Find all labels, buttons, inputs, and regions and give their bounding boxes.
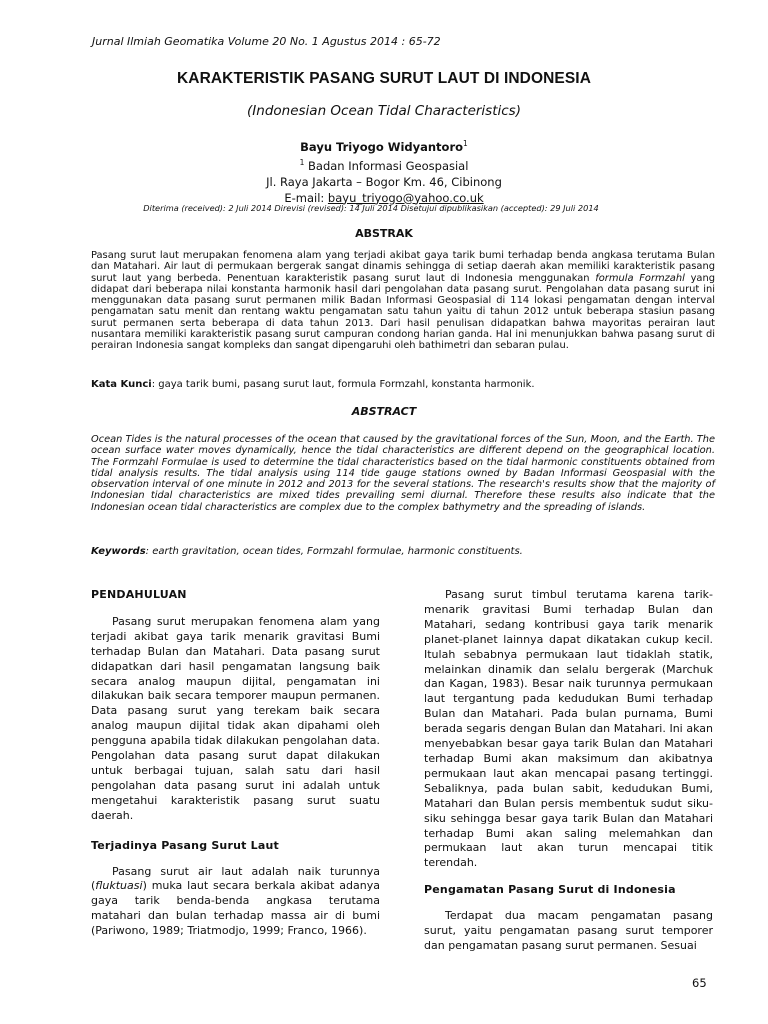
- abstrak-text-italic: formula Formzahl: [595, 272, 685, 284]
- journal-header: Jurnal Ilmiah Geomatika Volume 20 No. 1 Agustus 2014 : 65-72: [92, 35, 441, 48]
- paragraph-pengamatan: Terdapat dua macam pengamatan pasang surut, yaitu pengamatan pasang surut temporer dan pengamatan pasang surut permanen. Sesuai: [424, 909, 713, 952]
- author-superscript: 1: [463, 139, 468, 148]
- author-line: [0, 136, 768, 155]
- abstract-text: Ocean Tides is the natural processes of the ocean that caused by the gravitational forces of the Sun, Moon, and the Earth. The ocean surface water moves dynamically, hence the tidal characteristics are different depend on the geographical location. The Formzahl Formulae is used to determine the tidal characteristics based on the tidal harmonic constituents obtained from tidal analysis results. The tidal analysis using 114 tide gauge stations owned by Badan Informasi Geospasial with the observation interval of one minute in 2012 and 2013 for the several stations. The research's results show that the majority of Indonesian tidal characteristics are mixed tides prevailing semi diurnal. Therefore these results also indicate that the Indonesian ocean tidal characteristics are complex due to the complex bathymetry and the spreading of islands.: [91, 434, 715, 513]
- paragraph-pasang-surut-timbul: Pasang surut timbul terutama karena tarik-menarik gravitasi Bumi terhadap Bulan dan Matahari, sedang kontribusi gaya tarik menarik planet-planet lainnya dapat dikatakan cukup kecil. Itulah sebabnya permukaan laut tidaklah statik, melainkan dinamik dan selalu bergerak (Marchuk dan Kagan, 1983). Besar naik turunnya permukaan laut tergantung pada kedudukan Bumi terhadap Bulan dan Matahari. Pada bulan purnama, Bumi berada segaris dengan Bulan dan Matahari. Ini akan menyebabkan besar gaya tarik Bulan dan Matahari terhadap Bumi akan maksimum dan akibatnya permukaan laut akan mencapai pasang tertinggi. Sebaliknya, pada bulan sabit, kedudukan Bumi, Matahari dan Bulan persis membentuk sudut siku-siku sehingga besar gaya tarik Bulan dan Matahari terhadap Bumi akan saling melemahkan dan permukaan laut akan turun mencapai titik terendah.: [424, 588, 713, 870]
- paper-title: KARAKTERISTIK PASANG SURUT LAUT DI INDONESIA: [176, 70, 591, 87]
- email-label: E-mail:: [284, 190, 328, 205]
- abstract-heading: ABSTRACT: [351, 405, 417, 418]
- heading-pengamatan: Pengamatan Pasang Surut di Indonesia: [424, 883, 676, 897]
- paragraph-terjadinya-italic: fluktuasi: [95, 879, 143, 893]
- abstrak-heading: ABSTRAK: [355, 227, 413, 240]
- right-column: [424, 588, 713, 954]
- address: Jl. Raya Jakarta – Bogor Km. 46, Cibinong: [266, 174, 502, 189]
- abstrak-text: [91, 250, 715, 352]
- affiliation: Badan Informasi Geospasial: [308, 158, 469, 173]
- abstrak-text-part1: Pasang surut laut merupakan fenomena alam yang terjadi akibat gaya tarik bumi terhadap benda angkasa terutama Bulan dan Matahari. Air laut di permukaan bergerak sangat dinamis sehingga di setiap daerah akan memiliki karakteristik pasang surut laut yang berbeda. Penentuan karakteristik pasang surut laut di Indonesia menggunakan: [91, 250, 715, 284]
- page-number: 65: [692, 976, 707, 990]
- kata-kunci-text: : gaya tarik bumi, pasang surut laut, formula Formzahl, konstanta harmonik.: [151, 379, 535, 390]
- paragraph-pendahuluan: Pasang surut merupakan fenomena alam yang terjadi akibat gaya tarik menarik gravitasi Bumi terhadap Bulan dan Matahari. Data pasang surut didapatkan dari hasil pengamatan langsung baik secara analog maupun dijital, pengamatan ini dilakukan baik secara temporer maupun permanen. Data pasang surut yang terekam baik secara analog maupun dijital tidak akan dipahami oleh pengguna apabila tidak dilakukan pengolahan data. Pengolahan data pasang surut dapat dilakukan untuk berbagai tujuan, salah satu dari hasil pengolahan data pasang surut ini adalah untuk mengetahui karakteristik pasang surut suatu daerah.: [91, 614, 380, 822]
- heading-terjadinya: Terjadinya Pasang Surut Laut: [91, 838, 279, 852]
- abstrak-text-part2: yang didapat dari beberapa nilai konstanta harmonik hasil dari pengolahan data pasang surut. Pengolahan data pasang surut ini menggunakan data pasang surut permanen milik Badan Informasi Geospasial di 114 lokasi pengamatan dengan interval pengamatan satu menit dan rentang waktu pengamatan satu tahun yaitu di tahun 2012 untuk beberapa stasiun pasang surut permanen serta beberapa di data tahun 2013. Dari hasil penulisan didapatkan bahwa mayoritas perairan laut nusantara memiliki karakteristik pasang surut campuran condong harian ganda. Hal ini menunjukkan bahwa pasang surut di perairan Indonesia sangat kompleks dan sangat dipengaruhi oleh bathimetri dan sebaran pulau.: [91, 272, 716, 352]
- affiliation-superscript: 1: [299, 157, 305, 167]
- heading-pendahuluan: PENDAHULUAN: [91, 588, 187, 601]
- left-column: [91, 588, 380, 939]
- author-name: Bayu Triyogo Widyantoro: [300, 139, 464, 154]
- submission-dates: Diterima (received): 2 Juli 2014 Direvisi (revised): 14 Juli 2014 Disetujui dipublikasikan (accepted): 29 Juli 2014: [143, 203, 599, 213]
- keywords-label: Keywords: [91, 546, 146, 557]
- paper-subtitle: (Indonesian Ocean Tidal Characteristics): [247, 103, 521, 119]
- affiliation-line: [0, 155, 768, 174]
- paragraph-terjadinya: [91, 865, 380, 940]
- keywords: [91, 546, 715, 558]
- paragraph-terjadinya-part1: Pasang surut air laut adalah naik turunnya (: [91, 864, 380, 893]
- kata-kunci: [91, 379, 715, 391]
- author-block: [0, 136, 768, 206]
- email-link[interactable]: bayu_triyogo@yahoo.co.uk: [327, 190, 484, 205]
- paragraph-terjadinya-part2: ) muka laut secara berkala akibat adanya gaya tarik benda-benda angkasa terutama matahari dan bulan terhadap massa air di bumi (Pariwono, 1989; Triatmodjo, 1999; Franco, 1966).: [91, 879, 380, 938]
- keywords-text: : earth gravitation, ocean tides, Formzahl formulae, harmonic constituents.: [145, 546, 523, 557]
- kata-kunci-label: Kata Kunci: [91, 379, 152, 390]
